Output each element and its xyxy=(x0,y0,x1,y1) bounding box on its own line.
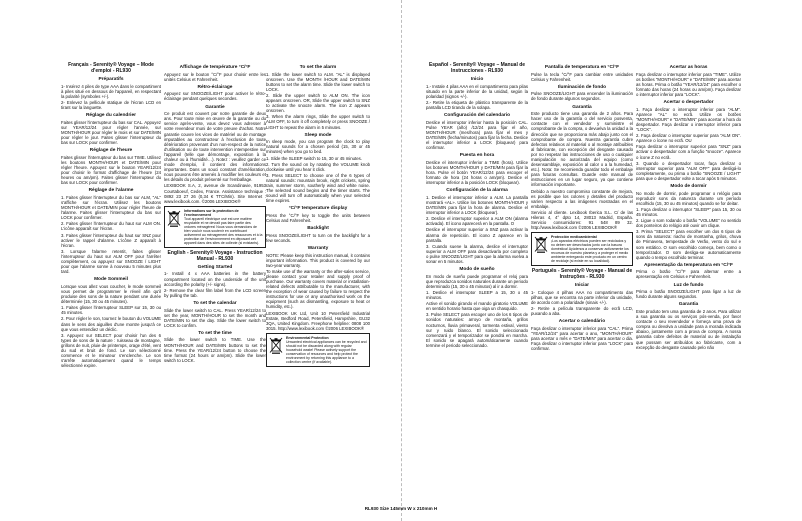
paragraph: 2. Ligue o som rodando o botão "VOLUME" no sentido dos ponteiros do relógio até ouvir um clique. xyxy=(636,218,741,229)
paragraph: NOTE: Please keep this instruction manual, it contains important information. This product is covered by our two-year warranty. xyxy=(266,252,370,268)
paragraph: 1. Deslice el interruptor inferior a ALM. La pantalla mostrará «AL». Utilice los botones MONTH/HOUR y DATE/MIN para fijar la hora de alarma. Deslice el interruptor inferior a LOCK (bloquear). xyxy=(426,194,528,216)
paragraph: Active el sonido girando el mando giratorio VOLUME en sentido horario hasta que oiga un chasquido. xyxy=(426,301,528,312)
paragraph: 3. Cuando suene la alarma, deslice el interruptor superior a ALM OFF para desactivarla por completo o pulse SNOOZE/LIGHT para que la alarma vuelva a sonar en 5 minutos. xyxy=(426,243,528,264)
paragraph: Este produto tem uma garantia de 2 anos. Para utilizar a sua garantia ou os serviços pós-venda, por favor contacte o seu revendedor e forneça uma prova de compra ou devolva a unidade para a morada indicada abaixo, juntamente com a prova de compra. A nossa garantia cobre defeitos de material ou de instalação que possam ser atribuídos ao fabricante, com a excepção do desgaste causado pelo não xyxy=(636,308,741,350)
paragraph: Faites glisser l'interrupteur du bas sur CAL. Appuyez sur YEAR/12/24 pour régler l'année, sur MONTH/HOUR pour régler le mois et sur DATE/MIN pour régler le jour. Faites glisser l'interrupteur du bas sur LOCK pour confirmer. xyxy=(61,119,161,146)
environment-notice-text xyxy=(286,336,367,364)
paragraph: 1. Slide the SLEEP switch to 15, 30 or 45 minutes. xyxy=(266,155,362,161)
section-heading: Inicio xyxy=(470,77,484,82)
paragraph: 1- Coloque 4 pilhas AAA no compartimento das pilhas, que se encontra na parte inferior da unidade, de acordo com a polaridade (sinais +/-). xyxy=(531,289,633,306)
section-heading: To set the time xyxy=(198,330,232,336)
paragraph: Appuyez sur le bouton °C/°F pour choisir entre les unités Celsius et Fahrenheit. xyxy=(164,71,266,82)
paragraph: 2.- Retire la etiqueta de plástico transparente de la pantalla LCD tirando de la solapa. xyxy=(426,99,528,110)
environment-notice-title: Environmental Protection xyxy=(286,335,329,340)
paragraph: Faça deslizar o interruptor superior para "SNZ" para activar o despertador com a função "snooze". Aparece o ícone Z no ecrã. xyxy=(636,144,741,160)
section-heading: To set the alarm xyxy=(299,65,337,70)
paragraph: 3. Appuyez sur SELECT pour choisir l'un des 6 types de sons de la nature : ruisseau de montagne, grillons de nuit, pluie de printemps, orage d'été, vent du sud et bruit de fond. Le son sélectionné commence et le minuteur s'enclenche. Le son s'arrête automatiquement quand le temps sélectionné expire. xyxy=(61,332,161,369)
section-heading: Acertar o despertador xyxy=(663,100,714,106)
paragraph: 3. Faites glisser l'interrupteur du haut sur SNZ pour activer le rappel d'alarme. L'icône Z apparaît à l'écran. xyxy=(61,232,161,248)
environment-notice xyxy=(164,206,266,248)
paragraph: 3. Pulse SELECT para escoger uno de los 6 tipos de sonidos naturales: arroyo de montaña, grillos nocturnos, lluvia primaveral, tormenta estival, viento sur y ruido blanco. El sonido seleccionado comenzará y el temporizador se pondrá en marcha. El sonido se apagará automáticamente cuando termine el periodo seleccionado. xyxy=(426,312,528,348)
paragraph: 1.- Instale 4 pilas AAA en el compartimento para pilas situado en la parte inferior de la unidad, según la polaridad (signos +/-). xyxy=(426,83,528,99)
paragraph: 3. Quando o despertador tocar, faça deslizar o interruptor superior para "ALM OFF" para desligá-lo completamente, ou prima o botão "SNOOZE / LIGHT" para que o despertador volte a tocar após 5 minutos. xyxy=(636,160,741,181)
section-heading: Garantie xyxy=(205,104,225,110)
paragraph: 3. When the alarm rings, Slide the upper switch to ALM OFF, to turn it off completely or press SNOOZE / LIGHT to repeat the alarm in 5 minutes. xyxy=(266,114,370,130)
section-heading: Modo de dormir xyxy=(670,183,707,189)
paragraph: 1. Faça deslizar o interruptor inferior para "ALM". Aparece "AL" no ecrã. Utilize os botões "MONTH/HOUR" e "DATE/MIN" para acertar a hora do despertador. Faça deslizar o interruptor inferior para "LOCK". xyxy=(636,106,741,133)
paragraph: Appuyez sur SNOOZE/LIGHT pour activer le rétro-éclairage pendant quelques secondes. xyxy=(164,91,266,102)
paragraph: 2. Pour régler le son, tournez le bouton du VOLUME dans le sens des aiguilles d'une montre jusqu'à ce que vous entendiez un déclic. xyxy=(61,316,161,332)
environment-notice-body: Tout appareil électrique usé est une matière recyclable et ne devrait pas faire partie des ordures ménagères! Nous vous demandons de bien vouloir nous soutenir en contribuant activement au ménagement des ressources et à la protection de l'environnement en déposant cet appareil dans des sites de collecte (si existants). xyxy=(184,216,263,245)
paragraph: Prima o botão °C/°F para alternar entre a apresentação em Celsius e Fahrenheit. xyxy=(636,269,741,280)
section-heading: °C/°F temperature display xyxy=(288,206,348,212)
text-column xyxy=(426,62,528,349)
paragraph: Lorsque vous allez vous coucher, le mode sommeil vous permet de programmer le réveil afin qu'il produise des sons de la nature pendant une durée déterminée (15, 30 ou 45 minutes). xyxy=(61,283,161,305)
paragraph: Faça deslizar o interruptor inferior para "CAL". Prima "YEAR/12/24" para acertar o ano, "MONTH/HOUR" para acertar o mês e "DATE/MIN" para acertar o dia. Faça deslizar o interruptor inferior para "LOCK" para confirmar. xyxy=(531,325,633,352)
text-column xyxy=(531,62,633,352)
paragraph: 2- Retire a película transparente do ecrã LCD, puxando a aba. xyxy=(531,306,633,317)
crossed-bin-icon xyxy=(534,235,548,253)
environment-notice-title: Protección medioambiental xyxy=(551,235,597,240)
paragraph: Ce produit est couvert par notre garantie de deux ans. Pour toute mise en œuvre de la garantie ou du service après-vente, vous devez vous adresser à votre revendeur muni de votre preuve d'achat. Notre garantie couvre les vices de matériel ou de montage imputables au constructeur à l'exclusion de toute détérioration provenant d'un non-respect de la notice d'utilisation ou de toute intervention intempestive sur l'appareil (telle que démontage, exposition à la chaleur ou à l'humidité…). Notez : veuillez garder ce mode d'emploi, il contient des informations importantes. Dans un souci constant d'amélioration, nous pouvons être amenés à modifier les couleurs et les détails du produit présenté sur l'emballage. xyxy=(164,111,266,183)
section-heading: Iluminación de fondo xyxy=(557,84,607,90)
paragraph: 2. Faites glisser l'interrupteur du haut sur ALM ON. L'icône apparaît sur l'écran. xyxy=(61,221,161,232)
paragraph: Slide the lower switch to CAL. Press YEAR/12/24 to set the year, MONTH/HOUR to set the month and DATE/MIN to set the day. Slide the lower switch to LOCK to confirm. xyxy=(164,307,266,328)
text-column xyxy=(164,62,266,364)
paragraph: Este producto tiene una garantía de 2 años. Para hacer uso de la garantía o del servicio posventa, contacte con el vendedor y suministre el comprobante de la compra, o devuelva la unidad a la dirección que se proporciona más abajo junto con el comprobante de compra. Nuestra garantía cubre defectos relativos al material o al montaje atribuibles al fabricante, con excepción del desgaste causado por no respetar las instrucciones de uso o cualquier manipulación no autorizada del equipo (como desensamblaje, exposición al calor o a la humedad, etc.). Nota: Se recomienda guardar todo el embalaje para futuras consultas. Guarde este manual de instrucciones en un lugar seguro, ya que contiene información importante. xyxy=(531,111,633,188)
environment-notice-text xyxy=(551,235,630,263)
section-heading: Puesta en hora xyxy=(459,153,495,159)
paragraph: 1. Faites glisser l'interrupteur SLEEP sur 15, 30 ou 45 minutes. xyxy=(61,305,161,316)
section-heading: Affichage de température °C/°F xyxy=(179,65,251,70)
paragraph: 1. Faça deslizar o interruptor "SLEEP" para 15, 30 ou 45 minutos. xyxy=(636,206,741,217)
paragraph: LEXIBOOK UK Ltd, Unit 10 Petersfield Industrial Estate, Bedford Road, Petersfield, Hampshire, GU32 3QA, United Kingdom. Freephone helpline: 0808 100 3015. http://www.lexibook.com ©2006 LEXIBOOK® xyxy=(266,310,370,331)
section-heading: Réglage de l'alarme xyxy=(88,188,134,194)
paragraph: Press SNOOZE/LIGHT to turn on the backlight for a few seconds. xyxy=(266,232,370,243)
manual-title: Español - Serenity® Voyage – Manual de Instrucciones - RL930 xyxy=(428,62,526,74)
section-heading: Luz de fundo xyxy=(673,282,704,288)
paragraph: In sleep mode, you can program the clock to play natural sounds for a chosen period (15, 30 or 45 minutes) when you go to bed. xyxy=(266,139,370,155)
page-fold-line xyxy=(401,0,402,521)
environment-notice-body: Unwanted electrical appliances can be recycled and should not be discarded along with regular household waste! Please actively support the conservation of resources and help protect the environment by returning this appliance to a collection centre (if available). xyxy=(286,339,367,364)
environment-notice-title: Informations sur la protection de l'environnement xyxy=(184,208,239,217)
paragraph: Pulse la tecla °C/°F para cambiar entre unidades Celsius y Fahrenheit. xyxy=(531,71,633,82)
section-heading: Pantalla de temperatura en °C/°F xyxy=(544,65,620,70)
environment-notice-text xyxy=(184,209,263,245)
section-heading: Garantía xyxy=(572,104,592,110)
paragraph: Deslice el interruptor inferior a TIME (hora). Utilice los botones MONTH/HOUR y DATE/MIN para fijar la hora. Pulse el botón YEAR/12/24 para escoger el formato de hora (24 horas o am/pm). Deslice el interruptor inferior a la posición LOCK (bloquear). xyxy=(426,159,528,186)
text-column xyxy=(266,62,370,369)
paragraph: 2. Deslice el interruptor superior a ALM ON (alarma activada). El icono aparecerá en la pantalla. O xyxy=(426,216,528,227)
section-heading: Réglage de l'heure xyxy=(89,148,133,154)
section-heading: Configuración del calendario xyxy=(443,113,511,119)
section-heading: Iniciar xyxy=(574,283,590,289)
paragraph: Slide the lower switch to TIME. Use the MONTH/HOUR and DATE/MIN buttons to set the time. Press the YEAR/12/24 button to choose the time format (24 hours or am/pm). Slide the lower switch to LOCK. xyxy=(164,337,266,363)
paragraph: Deslice el interruptor superior a SNZ para activar la alarma de repetición. El icono Z aparece en la pantalla. xyxy=(426,227,528,243)
manual-title: English - Serenity® Voyage - Instruction Manual - RL930 xyxy=(167,249,263,262)
paragraph: 3. Prima "SELECT" para escolher um dos 6 tipos de sons da natureza: riacho de montanha, grilos, chuva de Primavera, tempestade de Verão, vento do sul e som estático. O som escolhido começa, bem como o temporizador. O som desliga-se automaticamente quando o tempo escolhido terminar. xyxy=(636,229,741,260)
text-column xyxy=(61,62,161,369)
manual-title: Français - Serenity® Voyage – Mode d'emploi - RL930 xyxy=(68,62,154,74)
paragraph: 1. Slide the lower switch to ALM. "AL" is displayed onscreen. Use the MONTH /HOUR and DATE/MIN buttons to set the alarm time. Slide the lower switch to LOCK. xyxy=(266,71,370,92)
section-heading: Warranty xyxy=(307,245,329,251)
paragraph: Faça deslizar o interruptor inferior para "TIME". Utilize os botões "MONTH/HOUR" e "DATE/MIN" para acertar as horas. Prima o botão "YEAR/12/24" para escolher o formato das horas (24 horas ou am/pm). Faça deslizar o interruptor inferior para "LOCK". xyxy=(636,71,741,97)
paragraph: Debido a nuestro compromiso constante de mejora, es posible que los colores y detalles del producto varíen respecto a las imágenes mostradas en el embalaje. xyxy=(531,188,633,209)
section-heading: Réglage du calendrier xyxy=(85,113,137,119)
paragraph: Servicio al cliente. Lexibook Iberica S.L. C/ de las Hileras 4, 4° dpto 14, 28013 Madrid, España. Servicio consumidores: 91 548 89 32. http://www.lexibook.com ©2006 LEXIBOOK® xyxy=(531,209,633,231)
section-heading: Backlight xyxy=(307,226,329,232)
paragraph: 3. Lorsque l'alarme retentit, faites glisser l'interrupteur du haut sur ALM OFF pour l'arrêter complètement, ou appuyez sur SNOOZE / LIGHT pour que l'alarme sonne à nouveau 5 minutes plus tard. xyxy=(61,248,161,275)
section-heading: Configuración de la alarma xyxy=(446,188,508,194)
paragraph: 2- Enlevez la pellicule statique de l'écran LCD en tirant sur la languette. xyxy=(61,99,161,110)
paragraph: To make use of the warranty or the after-sales service, please contact your retailer and supply proof of purchase. Our warranty covers material or installation-related defects attributable to the manufacturer, with the exception of wear caused by failure to respect the instructions for use or any unauthorised work on the equipment (such as dismantling, exposure to heat or humidity, etc.). xyxy=(266,268,370,310)
text-column xyxy=(636,62,741,351)
section-heading: Acertar o calendário xyxy=(558,319,606,325)
paragraph: 2. Turn the sound on by rotating the VOLUME knob clockwise until you hear it click. xyxy=(266,161,370,172)
paragraph: Deslice el interruptor inferior hasta la posición CAL. Pulse YEAR (año) /12/24 para fijar el año, MONTH/HOUR (mes/hora) para fijar el mes y DATE/MIN (fecha/minutos) para fijar la fecha. Deslice el interruptor inferior a LOCK (bloquear) para confirmar. xyxy=(426,119,528,151)
environment-notice xyxy=(531,232,633,266)
paragraph: En modo de sueño puede programar el reloj para que reproduzca sonidos naturales durante un periodo determinado (15, 30 o 45 minutos) al ir a dormir. xyxy=(426,273,529,289)
manual-title: Português - Serenity® Voyage - Manual de Instruções - RL930 xyxy=(531,268,633,281)
paragraph: Press the °C/°F key to toggle the units between Celsius and Fahrenheit. xyxy=(266,212,370,224)
paragraph: 2. Faça deslizar o interruptor superior para "ALM ON". Aparece o ícone no ecrã. OU xyxy=(636,133,741,144)
crossed-bin-icon xyxy=(167,209,181,227)
paragraph: No modo de dormir, pode programar o relógio para reproduzir sons da natureza durante um período escolhido (15, 30 ou 45 minutos) quando se for deitar. xyxy=(636,190,741,206)
paragraph: LEXIBOOK S.A, 2, avenue de Scandinavie, 91953 Courtaboeuf, Cedex, France. Assistance technique : 0892 23 27 26 (0,34 € TTC/Min). Site Internet : www.lexibook.com. ©2006 LEXIBOOK® xyxy=(164,183,266,204)
section-heading: Sleep mode xyxy=(304,132,332,138)
paragraph: Faites glisser l'interrupteur du bas sur TIME. Utilisez les boutons MONTH/HOUR et DATE/MIN pour régler l'heure. Appuyez sur le bouton YEAR/12/24 pour choisir le format d'affichage de l'heure (24 heures ou am/pm). Faites glisser l'interrupteur du bas sur LOCK pour confirmer. xyxy=(61,154,161,186)
section-heading: Acertar as horas xyxy=(669,65,708,70)
environment-notice-body: ¡Los aparatos eléctricos pueden ser reciclados y no deben ser desechados junto con la basura doméstica! Ayúdenos a conservar activamente los recursos de nuestro planeta y a proteger el medio ambiente entregando este producto en un centro de reciclaje (si existe en su localidad). xyxy=(551,239,629,264)
paragraph: 2. Slide the upper switch to ALM ON. The icon appears onscreen. OR, Slide the upper switch to SNZ to activate the snooze alarm. The icon Z appears onscreen. xyxy=(266,92,370,114)
section-heading: Garantia xyxy=(678,302,699,308)
paragraph: 1- Install 4 x AAA batteries in the battery compartment located on the underside of the unit according the polarity (+/- signs). xyxy=(164,271,266,287)
section-heading: Apresentação da temperatura em °C/°F xyxy=(644,262,733,268)
section-heading: Préparatifs xyxy=(98,77,124,82)
paragraph: 1- Insérez 4 piles de type AAA dans le compartiment à piles situé en dessous de l'appareil, en respectant la polarité (symboles +/-). xyxy=(61,83,161,99)
page-footer: RL930 Size 145mm W x 210mm H xyxy=(364,506,438,511)
environment-notice xyxy=(266,333,370,367)
paragraph: 1. Deslice el interruptor SLEEP a 15, 30 o 45 minutos. xyxy=(426,289,528,301)
crossed-bin-icon xyxy=(269,336,283,354)
paragraph: 2- Remove the clear film label from the LCD screen by pulling the tab. xyxy=(164,287,266,298)
section-heading: Modo de sueño xyxy=(459,267,495,273)
section-heading: Getting Started xyxy=(197,264,233,270)
section-heading: Mode Sommeil xyxy=(94,277,128,283)
paragraph: 1. Faites glisser l'interrupteur du bas sur ALM, "AL" s'affiche sur l'écran. Utilisez les boutons MONTH/HOUR et DATE/MIN pour régler l'heure de l'alarme. Faites glisser l'interrupteur du bas sur LOCK pour confirmer. xyxy=(61,194,161,221)
paragraph: Pulse SNOOZE/LIGHT para encender la iluminación de fondo durante algunos segundos. xyxy=(531,91,633,102)
section-heading: Rétro-éclairage xyxy=(197,84,233,90)
section-heading: To set the calendar xyxy=(193,300,237,306)
paragraph: 3. Press SELECT to choose one of the 6 types of natural sounds: mountain brook, night crickets, spring rain, summer storm, southerly wind and white noise. The selected sound begins and the timer starts. The sound will turn off automatically when your selected time expires. xyxy=(266,172,370,204)
paragraph: Prima o botão SNOOZE/LIGHT para ligar a luz de fundo durante alguns segundos. xyxy=(636,289,741,300)
